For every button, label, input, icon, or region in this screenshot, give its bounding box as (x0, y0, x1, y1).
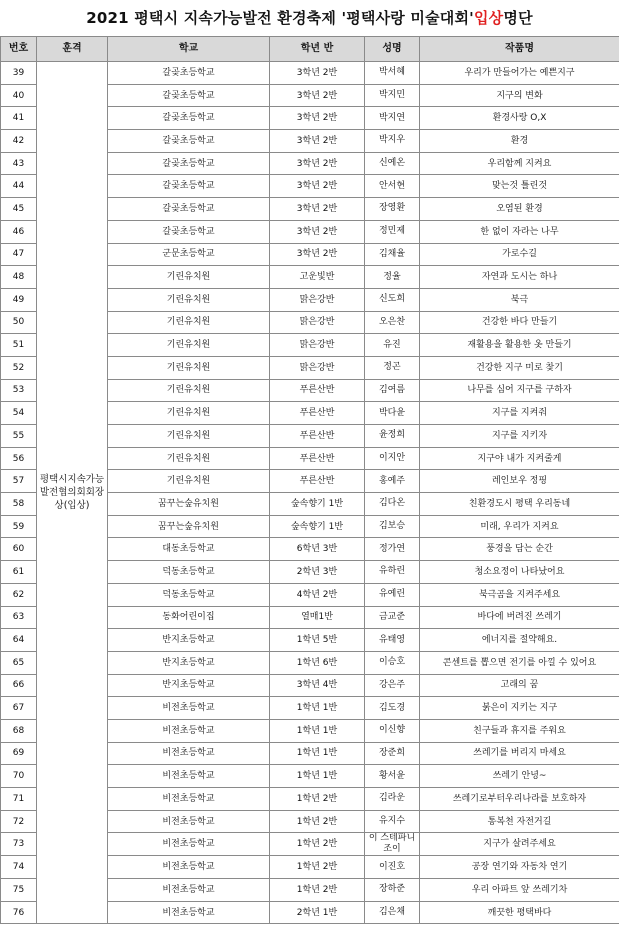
student-name-cell: 김채율 (365, 243, 420, 266)
school-cell: 기린유치원 (108, 402, 270, 425)
student-name-cell: 강은주 (365, 674, 420, 697)
artwork-title-cell: 지구를 지키자 (420, 425, 619, 448)
class-cell: 푸른산반 (270, 470, 365, 493)
student-name-cell: 이지안 (365, 447, 420, 470)
student-name-cell: 안서현 (365, 175, 420, 198)
header-award: 훈격 (37, 37, 108, 62)
class-cell: 2학년 3반 (270, 561, 365, 584)
school-cell: 기린유치원 (108, 470, 270, 493)
row-number: 40 (1, 84, 37, 107)
artwork-title-cell: 우리 아파트 앞 쓰레기차 (420, 879, 619, 902)
artwork-title-cell: 붉은이 지키는 지구 (420, 697, 619, 720)
student-name-cell: 유지수 (365, 810, 420, 833)
school-cell: 기린유치원 (108, 356, 270, 379)
student-name-cell: 장영환 (365, 198, 420, 221)
student-name-cell: 신도희 (365, 288, 420, 311)
row-number: 76 (1, 901, 37, 924)
artwork-title-cell: 쓰레기 안녕~ (420, 765, 619, 788)
school-cell: 비전초등학교 (108, 788, 270, 811)
school-cell: 갈곶초등학교 (108, 107, 270, 130)
class-cell: 1학년 2반 (270, 856, 365, 879)
school-cell: 덕동초등학교 (108, 583, 270, 606)
class-cell: 맑은강반 (270, 311, 365, 334)
school-cell: 갈곶초등학교 (108, 175, 270, 198)
school-cell: 기린유치원 (108, 311, 270, 334)
school-cell: 갈곶초등학교 (108, 198, 270, 221)
student-name-cell: 유진 (365, 334, 420, 357)
school-cell: 동화어린이집 (108, 606, 270, 629)
school-cell: 반지초등학교 (108, 674, 270, 697)
artwork-title-cell: 지구야 내가 지켜줄게 (420, 447, 619, 470)
student-name-cell: 김보승 (365, 515, 420, 538)
artwork-title-cell: 레인보우 정핑 (420, 470, 619, 493)
student-name-cell: 김다온 (365, 493, 420, 516)
class-cell: 3학년 2반 (270, 220, 365, 243)
artwork-title-cell: 에너지를 절약해요. (420, 629, 619, 652)
class-cell: 3학년 2반 (270, 84, 365, 107)
school-cell: 덕동초등학교 (108, 561, 270, 584)
row-number: 39 (1, 62, 37, 85)
row-number: 70 (1, 765, 37, 788)
title-highlight: 입상 (473, 8, 504, 27)
class-cell: 1학년 1반 (270, 765, 365, 788)
artwork-title-cell: 자연과 도시는 하나 (420, 266, 619, 289)
school-cell: 비전초등학교 (108, 879, 270, 902)
row-number: 58 (1, 493, 37, 516)
artwork-title-cell: 청소요정이 나타났어요 (420, 561, 619, 584)
row-number: 62 (1, 583, 37, 606)
artwork-title-cell: 오염된 환경 (420, 198, 619, 221)
artwork-title-cell: 친환경도시 평택 우리동네 (420, 493, 619, 516)
class-cell: 숲속향기 1반 (270, 515, 365, 538)
row-number: 45 (1, 198, 37, 221)
student-name-cell: 이 스테파니 조이 (365, 833, 420, 856)
school-cell: 기린유치원 (108, 447, 270, 470)
student-name-cell: 김도경 (365, 697, 420, 720)
artwork-title-cell: 미래, 우리가 지켜요 (420, 515, 619, 538)
school-cell: 비전초등학교 (108, 810, 270, 833)
artwork-title-cell: 나무를 심어 지구를 구하자 (420, 379, 619, 402)
row-number: 47 (1, 243, 37, 266)
artwork-title-cell: 쓰레기를 버리지 마세요 (420, 742, 619, 765)
title-suffix: 명단 (503, 8, 533, 27)
school-cell: 갈곶초등학교 (108, 130, 270, 153)
class-cell: 푸른산반 (270, 402, 365, 425)
school-cell: 기린유치원 (108, 379, 270, 402)
school-cell: 갈곶초등학교 (108, 220, 270, 243)
row-number: 75 (1, 879, 37, 902)
artwork-title-cell: 북극 (420, 288, 619, 311)
table-header-row (1, 37, 619, 62)
row-number: 67 (1, 697, 37, 720)
class-cell: 1학년 1반 (270, 742, 365, 765)
student-name-cell: 장하준 (365, 879, 420, 902)
class-cell: 맑은강반 (270, 334, 365, 357)
class-cell: 열매1반 (270, 606, 365, 629)
student-name-cell: 정민제 (365, 220, 420, 243)
class-cell: 1학년 2반 (270, 788, 365, 811)
student-name-cell: 정율 (365, 266, 420, 289)
row-number: 55 (1, 425, 37, 448)
row-number: 60 (1, 538, 37, 561)
school-cell: 비전초등학교 (108, 901, 270, 924)
artwork-title-cell: 바다에 버려진 쓰레기 (420, 606, 619, 629)
student-name-cell: 김여름 (365, 379, 420, 402)
artwork-title-cell: 건강한 바다 만들기 (420, 311, 619, 334)
student-name-cell: 박서혜 (365, 62, 420, 85)
student-name-cell: 이승호 (365, 651, 420, 674)
row-number: 61 (1, 561, 37, 584)
row-number: 59 (1, 515, 37, 538)
school-cell: 기린유치원 (108, 288, 270, 311)
artwork-title-cell: 깨끗한 평택바다 (420, 901, 619, 924)
school-cell: 대동초등학교 (108, 538, 270, 561)
school-cell: 갈곶초등학교 (108, 84, 270, 107)
school-cell: 갈곶초등학교 (108, 62, 270, 85)
student-name-cell: 유예린 (365, 583, 420, 606)
row-number: 52 (1, 356, 37, 379)
student-name-cell: 박지우 (365, 130, 420, 153)
student-name-cell: 윤정희 (365, 425, 420, 448)
school-cell: 비전초등학교 (108, 742, 270, 765)
student-name-cell: 박다윤 (365, 402, 420, 425)
class-cell: 3학년 2반 (270, 243, 365, 266)
school-cell: 비전초등학교 (108, 856, 270, 879)
school-cell: 비전초등학교 (108, 833, 270, 856)
artwork-title-cell: 고래의 꿈 (420, 674, 619, 697)
artwork-title-cell: 환경사랑 O,X (420, 107, 619, 130)
row-number: 48 (1, 266, 37, 289)
row-number: 74 (1, 856, 37, 879)
artwork-title-cell: 건강한 지구 미로 찾기 (420, 356, 619, 379)
row-number: 69 (1, 742, 37, 765)
student-name-cell: 이신향 (365, 719, 420, 742)
row-number: 66 (1, 674, 37, 697)
class-cell: 1학년 6반 (270, 651, 365, 674)
row-number: 68 (1, 719, 37, 742)
school-cell: 반지초등학교 (108, 651, 270, 674)
student-name-cell: 김라운 (365, 788, 420, 811)
page-title (0, 0, 619, 34)
row-number: 44 (1, 175, 37, 198)
row-number: 64 (1, 629, 37, 652)
row-number: 50 (1, 311, 37, 334)
student-name-cell: 김은채 (365, 901, 420, 924)
artwork-title-cell: 한 없이 자라는 나무 (420, 220, 619, 243)
row-number: 49 (1, 288, 37, 311)
class-cell: 2학년 1반 (270, 901, 365, 924)
row-number: 41 (1, 107, 37, 130)
row-number: 72 (1, 810, 37, 833)
class-cell: 푸른산반 (270, 425, 365, 448)
class-cell: 3학년 2반 (270, 152, 365, 175)
class-cell: 6학년 3반 (270, 538, 365, 561)
class-cell: 3학년 2반 (270, 198, 365, 221)
class-cell: 푸른산반 (270, 447, 365, 470)
header-number: 번호 (1, 37, 37, 62)
row-number: 73 (1, 833, 37, 856)
row-number: 65 (1, 651, 37, 674)
artwork-title-cell: 북극곰을 지켜주세요 (420, 583, 619, 606)
row-number: 71 (1, 788, 37, 811)
row-number: 57 (1, 470, 37, 493)
awards-table (0, 36, 619, 924)
artwork-title-cell: 지구를 지켜줘 (420, 402, 619, 425)
artwork-title-cell: 맞는것 틀린것 (420, 175, 619, 198)
student-name-cell: 신예온 (365, 152, 420, 175)
class-cell: 푸른산반 (270, 379, 365, 402)
row-number: 51 (1, 334, 37, 357)
class-cell: 3학년 2반 (270, 107, 365, 130)
student-name-cell: 오은찬 (365, 311, 420, 334)
class-cell: 3학년 2반 (270, 130, 365, 153)
row-number: 53 (1, 379, 37, 402)
student-name-cell: 황서윤 (365, 765, 420, 788)
student-name-cell: 박지민 (365, 84, 420, 107)
row-number: 46 (1, 220, 37, 243)
student-name-cell: 이진호 (365, 856, 420, 879)
school-cell: 기린유치원 (108, 334, 270, 357)
row-number: 43 (1, 152, 37, 175)
school-cell: 기린유치원 (108, 266, 270, 289)
title-prefix: 2021 평택시 지속가능발전 환경축제 '평택사랑 미술대회' (86, 8, 474, 27)
class-cell: 3학년 2반 (270, 175, 365, 198)
header-school: 학교 (108, 37, 270, 62)
student-name-cell: 정가연 (365, 538, 420, 561)
row-number: 56 (1, 447, 37, 470)
artwork-title-cell: 지구의 변화 (420, 84, 619, 107)
class-cell: 1학년 1반 (270, 719, 365, 742)
artwork-title-cell: 통복천 자전거길 (420, 810, 619, 833)
row-number: 54 (1, 402, 37, 425)
class-cell: 고운빛반 (270, 266, 365, 289)
student-name-cell: 정곤 (365, 356, 420, 379)
school-cell: 꿈꾸는숲유치원 (108, 515, 270, 538)
school-cell: 기린유치원 (108, 425, 270, 448)
table-body (1, 62, 619, 924)
class-cell: 1학년 2반 (270, 810, 365, 833)
school-cell: 갈곶초등학교 (108, 152, 270, 175)
row-number: 42 (1, 130, 37, 153)
school-cell: 꿈꾸는숲유치원 (108, 493, 270, 516)
class-cell: 1학년 2반 (270, 833, 365, 856)
artwork-title-cell: 재활용을 활용한 옷 만들기 (420, 334, 619, 357)
artwork-title-cell: 쓰레기로부터우리나라를 보호하자 (420, 788, 619, 811)
class-cell: 숲속향기 1반 (270, 493, 365, 516)
school-cell: 군문초등학교 (108, 243, 270, 266)
school-cell: 비전초등학교 (108, 719, 270, 742)
artwork-title-cell: 우리함께 지켜요 (420, 152, 619, 175)
artwork-title-cell: 공장 연기와 자동차 연기 (420, 856, 619, 879)
student-name-cell: 금교준 (365, 606, 420, 629)
artwork-title-cell: 가로수길 (420, 243, 619, 266)
student-name-cell: 박지연 (365, 107, 420, 130)
class-cell: 1학년 2반 (270, 879, 365, 902)
class-cell: 3학년 2반 (270, 62, 365, 85)
class-cell: 4학년 2반 (270, 583, 365, 606)
table-row (1, 62, 619, 85)
class-cell: 1학년 1반 (270, 697, 365, 720)
artwork-title-cell: 우리가 만들어가는 예쁜지구 (420, 62, 619, 85)
school-cell: 비전초등학교 (108, 697, 270, 720)
student-name-cell: 유하린 (365, 561, 420, 584)
class-cell: 3학년 4반 (270, 674, 365, 697)
header-name: 성명 (365, 37, 420, 62)
row-number: 63 (1, 606, 37, 629)
student-name-cell: 유태영 (365, 629, 420, 652)
header-class: 학년 반 (270, 37, 365, 62)
header-artwork: 작품명 (420, 37, 619, 62)
artwork-title-cell: 지구가 살려주세요 (420, 833, 619, 856)
artwork-title-cell: 환경 (420, 130, 619, 153)
school-cell: 비전초등학교 (108, 765, 270, 788)
artwork-title-cell: 친구들과 휴지를 주워요 (420, 719, 619, 742)
school-cell: 반지초등학교 (108, 629, 270, 652)
artwork-title-cell: 풍경을 담는 순간 (420, 538, 619, 561)
artwork-title-cell: 콘센트를 뽑으면 전기를 아낄 수 있어요 (420, 651, 619, 674)
student-name-cell: 홍예주 (365, 470, 420, 493)
class-cell: 맑은강반 (270, 356, 365, 379)
class-cell: 맑은강반 (270, 288, 365, 311)
class-cell: 1학년 5반 (270, 629, 365, 652)
award-cell: 평택시지속가능발전협의회회장상(입상) (37, 62, 108, 924)
student-name-cell: 장준희 (365, 742, 420, 765)
